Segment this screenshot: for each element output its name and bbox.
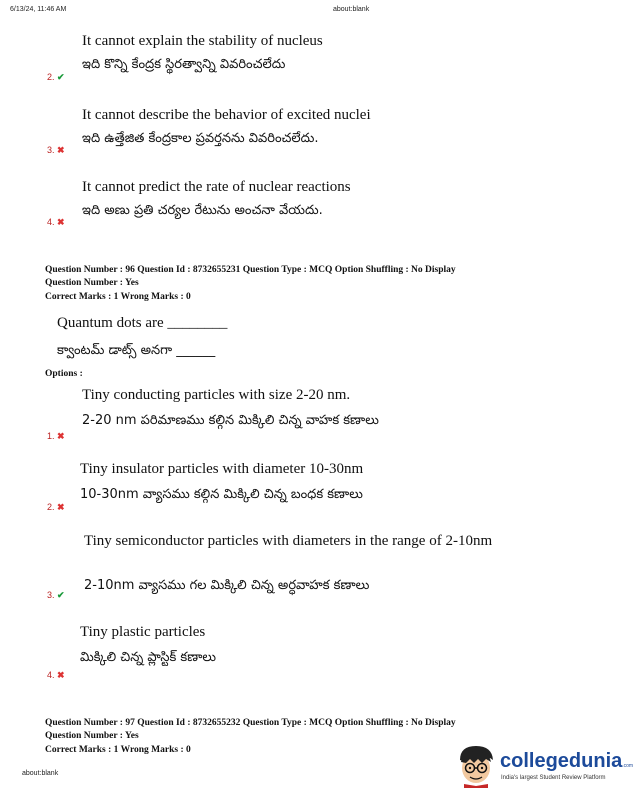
option-number-label: 3. [47,145,55,155]
option-text-en: Tiny insulator particles with diameter 10-30nm [80,461,364,477]
wrong-cross-icon: ✖ [57,670,65,680]
question-meta-line: Question Number : 97 Question Id : 8732655232 Question Type : MCQ Option Shuffling : No Display [45,718,456,728]
option-number-label: 2. [47,72,55,82]
question-meta-line: Question Number : Yes [45,278,139,288]
option-text-te: మిక్కిలి చిన్న ప్లాస్టిక్ కణాలు [80,650,217,665]
question-text-en: Quantum dots are ________ [57,315,228,331]
option-number [47,145,65,156]
logo-tld: .com [622,763,633,769]
option-text-te: 2-10nm వ్యాసము గల మిక్కిలి చిన్న అర్ధవాహక కణాలు [84,578,370,593]
print-page-title: about:blank [333,6,370,13]
wrong-cross-icon: ✖ [57,431,65,441]
correct-check-icon: ✔ [57,590,65,600]
option-text-te: 10-30nm వ్యాసము కల్గిన మిక్కిలి చిన్న బంధక కణాలు [80,487,363,502]
wrong-cross-icon: ✖ [57,217,65,227]
option-number [47,72,65,83]
question-meta-line: Correct Marks : 1 Wrong Marks : 0 [45,292,191,302]
question-meta-line: Question Number : 96 Question Id : 8732655231 Question Type : MCQ Option Shuffling : No Display [45,265,456,275]
print-footer-url: about:blank [22,770,59,777]
option-text-en: It cannot describe the behavior of excited nuclei [82,107,371,123]
wrong-cross-icon: ✖ [57,145,65,155]
option-number [47,502,65,513]
option-number [47,217,65,228]
option-text-te: 2-20 nm పరిమాణము కల్గిన మిక్కిలి చిన్న వాహక కణాలు [82,413,379,428]
option-number [47,670,65,681]
option-number [47,590,65,601]
option-number-label: 2. [47,502,55,512]
print-datetime: 6/13/24, 11:46 AM [10,6,67,13]
option-text-en: It cannot explain the stability of nucleus [82,33,323,49]
logo-wordmark [500,750,633,773]
question-meta-line: Correct Marks : 1 Wrong Marks : 0 [45,745,191,755]
option-text-te: ఇది అణు ప్రతి చర్యల రేటును అంచనా వేయదు. [82,203,323,218]
option-text-te: ఇది కొన్ని కేంద్రక స్థిరత్వాన్ని వివరించలేదు [82,57,286,72]
option-text-en: It cannot predict the rate of nuclear reactions [82,179,351,195]
collegedunia-logo [456,742,633,788]
question-text-te: క్వాంటమ్ డాట్స్ అనగా ______ [57,343,216,358]
logo-tagline: India's largest Student Review Platform [501,775,606,781]
option-text-te: ఇది ఉత్తేజిత కేంద్రకాల ప్రవర్తనను వివరించలేదు. [82,131,319,146]
option-number [47,431,65,442]
options-label: Options : [45,369,83,379]
logo-name: collegedunia [500,750,623,772]
option-text-en: Tiny plastic particles [80,624,206,640]
correct-check-icon: ✔ [57,72,65,82]
question-meta-line: Question Number : Yes [45,731,139,741]
wrong-cross-icon: ✖ [57,502,65,512]
option-number-label: 3. [47,590,55,600]
mascot-icon [456,742,498,788]
option-text-en: Tiny semiconductor particles with diameters in the range of 2-10nm [84,533,493,549]
option-number-label: 4. [47,670,55,680]
option-number-label: 1. [47,431,55,441]
option-text-en: Tiny conducting particles with size 2-20 nm. [82,387,351,403]
option-number-label: 4. [47,217,55,227]
